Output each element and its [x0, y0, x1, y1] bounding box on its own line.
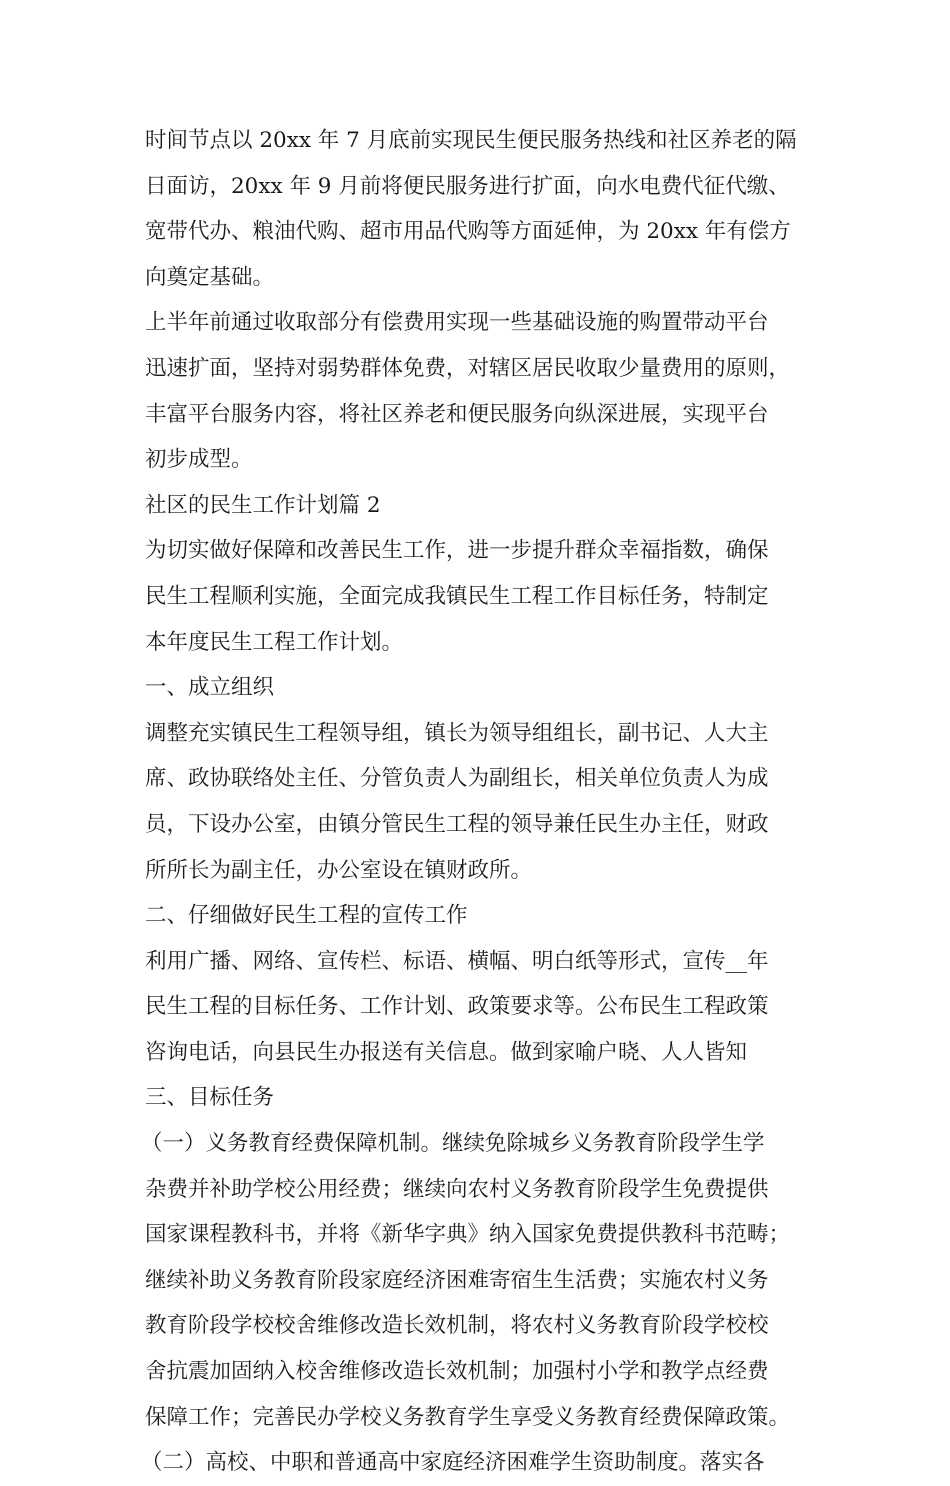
paragraph-line: 丰富平台服务内容，将社区养老和便民服务向纵深进展，实现平台	[145, 401, 769, 427]
section-heading: 二、仔细做好民生工程的宣传工作	[145, 903, 468, 929]
section-heading: 一、成立组织	[145, 675, 275, 701]
paragraph-line: 民生工程顺利实施，全面完成我镇民生工程工作目标任务，特制定	[145, 583, 769, 609]
paragraph-line: 调整充实镇民生工程领导组，镇长为领导组组长，副书记、人大主	[145, 720, 769, 746]
paragraph-line: 所所长为副主任，办公室设在镇财政所。	[145, 857, 533, 883]
paragraph-line: 迅速扩面，坚持对弱势群体免费，对辖区居民收取少量费用的原则，	[145, 355, 791, 381]
paragraph-line: 利用广播、网络、宣传栏、标语、横幅、明白纸等形式，宣传__年	[145, 948, 769, 974]
paragraph-line: 时间节点以 20xx 年 7 月底前实现民生便民服务热线和社区养老的隔	[145, 128, 797, 153]
paragraph-line: 保障工作；完善民办学校义务教育学生享受义务教育经费保障政策。	[145, 1404, 791, 1430]
paragraph-line: 上半年前通过收取部分有偿费用实现一些基础设施的购置带动平台	[145, 310, 769, 336]
paragraph-line: 继续补助义务教育阶段家庭经济困难寄宿生生活费；实施农村义务	[145, 1267, 769, 1293]
paragraph-line: 教育阶段学校校舍维修改造长效机制，将农村义务教育阶段学校校	[145, 1313, 769, 1339]
paragraph-line: 席、政协联络处主任、分管负责人为副组长，相关单位负责人为成	[145, 766, 769, 792]
paragraph-line: 国家课程教科书，并将《新华字典》纳入国家免费提供教科书范畴；	[145, 1222, 791, 1248]
paragraph-line: 舍抗震加固纳入校舍维修改造长效机制；加强村小学和教学点经费	[145, 1359, 769, 1385]
section-heading: 社区的民生工作计划篇 2	[145, 492, 381, 518]
paragraph-line: 咨询电话，向县民生办报送有关信息。做到家喻户晓、人人皆知	[145, 1039, 748, 1065]
paragraph-line: 向奠定基础。	[145, 264, 275, 290]
paragraph-line: 为切实做好保障和改善民生工作，进一步提升群众幸福指数，确保	[145, 538, 769, 564]
document-body	[141, 118, 825, 1486]
paragraph-line: 宽带代办、粮油代购、超市用品代购等方面延伸，为 20xx 年有偿方	[145, 219, 791, 245]
paragraph-line: 初步成型。	[145, 447, 253, 473]
section-heading: 三、目标任务	[145, 1085, 275, 1111]
paragraph-line: （一）义务教育经费保障机制。继续免除城乡义务教育阶段学生学	[141, 1131, 765, 1157]
paragraph-line: 员，下设办公室，由镇分管民生工程的领导兼任民生办主任，财政	[145, 811, 769, 837]
paragraph-line: （二）高校、中职和普通高中家庭经济困难学生资助制度。落实各	[141, 1450, 765, 1476]
paragraph-line: 本年度民生工程工作计划。	[145, 629, 404, 655]
paragraph-line: 日面访，20xx 年 9 月前将便民服务进行扩面，向水电费代征代缴、	[145, 173, 790, 199]
paragraph-line: 杂费并补助学校公用经费；继续向农村义务教育阶段学生免费提供	[145, 1176, 769, 1202]
paragraph-line: 民生工程的目标任务、工作计划、政策要求等。公布民生工程政策	[145, 994, 769, 1020]
